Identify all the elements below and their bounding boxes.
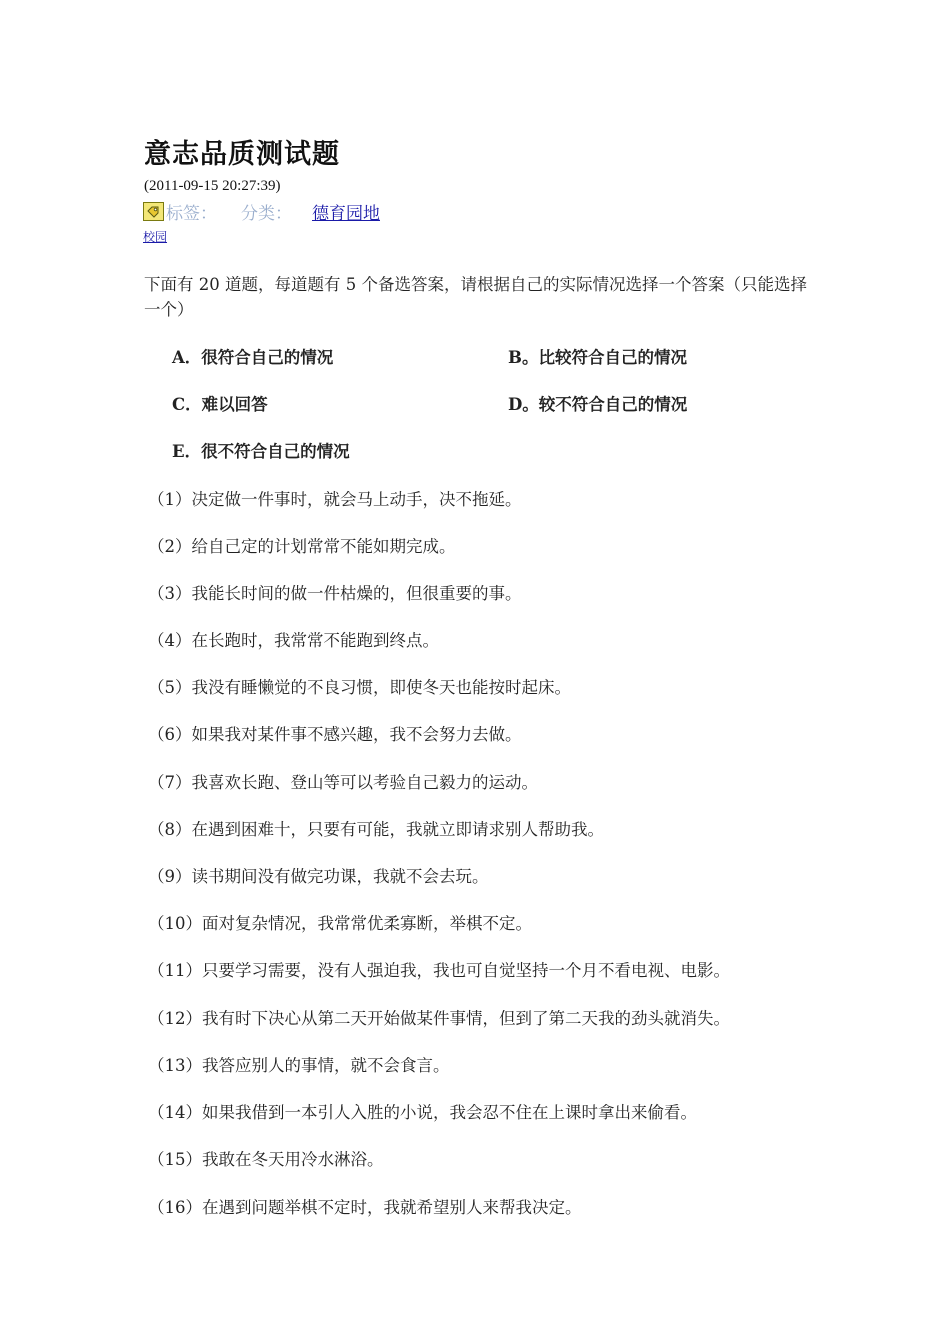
question-item: （15）我敢在冬天用冷水淋浴。	[148, 1150, 384, 1169]
question-item: （3）我能长时间的做一件枯燥的，但很重要的事。	[148, 584, 522, 603]
question-item: （12）我有时下决心从第二天开始做某件事情，但到了第二天我的劲头就消失。	[148, 1009, 730, 1028]
option-c: C．难以回答	[172, 395, 268, 414]
tag-link[interactable]: 校园	[143, 230, 168, 244]
question-item: （16）在遇到问题举棋不定时，我就希望别人来帮我决定。	[148, 1198, 582, 1217]
question-item: （13）我答应别人的事情，就不会食言。	[148, 1056, 450, 1075]
question-item: （4）在长跑时，我常常不能跑到终点。	[148, 631, 439, 650]
option-d: D。较不符合自己的情况	[508, 395, 688, 414]
question-item: （10）面对复杂情况，我常常优柔寡断，举棋不定。	[148, 914, 532, 933]
category-link[interactable]: 德育园地	[312, 204, 380, 224]
question-item: （2）给自己定的计划常常不能如期完成。	[148, 537, 456, 556]
page-title: 意志品质测试题	[144, 139, 340, 170]
question-item: （6）如果我对某件事不感兴趣，我不会努力去做。	[148, 725, 522, 744]
question-item: （8）在遇到困难十，只要有可能，我就立即请求别人帮助我。	[148, 820, 604, 839]
question-item: （11）只要学习需要，没有人强迫我，我也可自觉坚持一个月不看电视、电影。	[148, 961, 730, 980]
tag-icon	[143, 202, 164, 221]
post-date: (2011-09-15 20:27:39)	[144, 178, 281, 194]
question-item: （9）读书期间没有做完功课，我就不会去玩。	[148, 867, 489, 886]
intro-paragraph: 下面有 20 道题，每道题有 5 个备选答案，请根据自己的实际情况选择一个答案（只能选择一个）	[144, 275, 807, 319]
question-item: （14）如果我借到一本引人入胜的小说，我会忍不住在上课时拿出来偷看。	[148, 1103, 697, 1122]
option-b: B。比较符合自己的情况	[508, 348, 687, 367]
question-item: （5）我没有睡懒觉的不良习惯，即使冬天也能按时起床。	[148, 678, 571, 697]
category-label: 分类：	[241, 204, 292, 224]
tag-label: 标签：	[166, 204, 217, 224]
option-a: A．很符合自己的情况	[172, 348, 334, 367]
option-e: E．很不符合自己的情况	[172, 442, 350, 461]
question-item: （7）我喜欢长跑、登山等可以考验自己毅力的运动。	[148, 773, 538, 792]
question-item: （1）决定做一件事时，就会马上动手，决不拖延。	[148, 490, 522, 509]
post-meta	[143, 199, 380, 224]
